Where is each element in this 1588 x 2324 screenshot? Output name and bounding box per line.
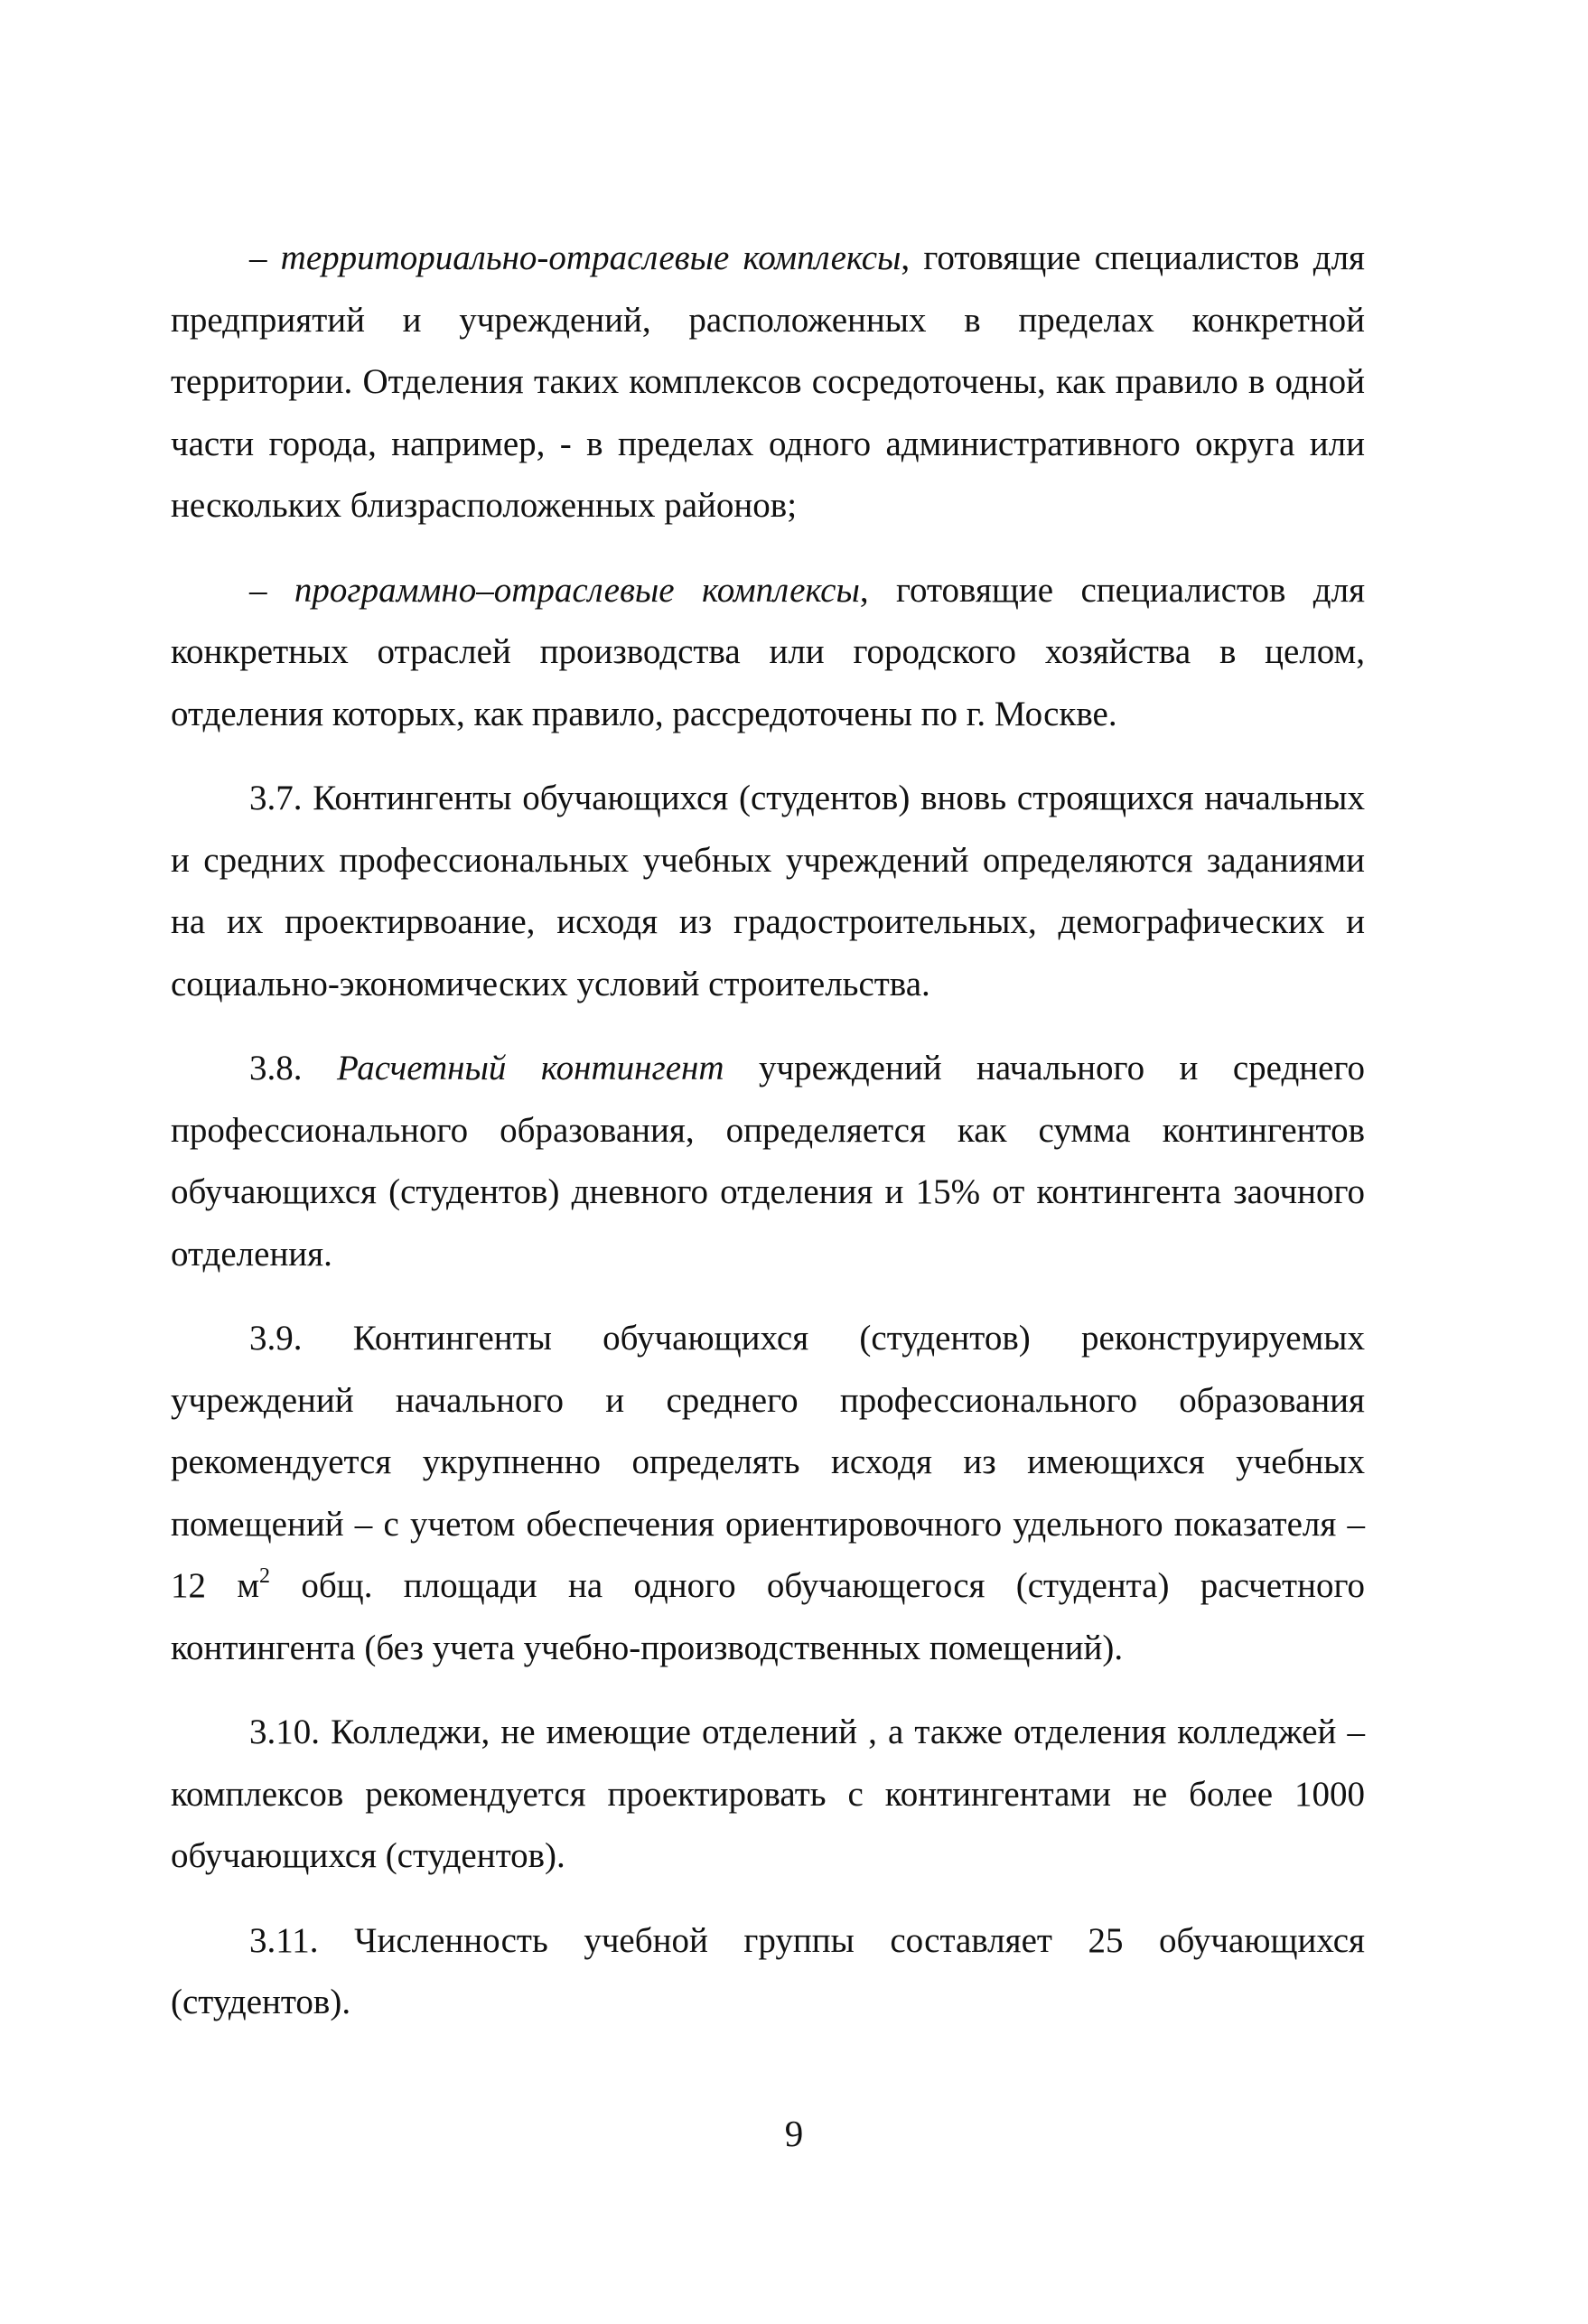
dash-marker: – [249, 570, 294, 610]
paragraph-text-continued: общ. площади на одного обучающегося (студента) расчетного контингента (без учета учебно-производственных помещений). [171, 1566, 1365, 1667]
superscript-exponent: 2 [259, 1564, 271, 1588]
paragraph-text: , готовящие специалистов для предприятий и учреждений, расположенных в пределах конкретной территории. Отделения таких комплексов сосредоточены, как правило в одной части города, например, - в пределах одного административного округа или нескольких близрасположенных районов; [171, 238, 1365, 525]
dash-marker: – [249, 238, 281, 277]
paragraph-territorial-complexes [171, 228, 1365, 537]
paragraph-3-10 [171, 1702, 1365, 1888]
paragraph-program-complexes [171, 560, 1365, 746]
paragraph-text: 3.10. Колледжи, не имеющие отделений , а также отделения колледжей – комплексов рекомендуется проектировать с контингентами не более 1000 обучающихся (студентов). [171, 1713, 1365, 1875]
term-calculated-contingent: Расчетный контингент [336, 1049, 724, 1087]
paragraph-text: учреждений начального и среднего профессионального образования, определяется как сумма контингентов обучающихся (студентов) дневного отделения и 15% от контингента заочного отделения. [171, 1049, 1365, 1274]
paragraph-text: 3.9. Контингенты обучающихся (студентов) реконструируемых учреждений начального и среднего профессионального образования рекомендуется укрупненно определять исходя из имеющихся учебных помещений – с учетом обеспечения ориентировочного удельного показателя – 12 м [171, 1319, 1365, 1605]
paragraph-text: 3.11. Численность учебной группы составляет 25 обучающихся (студентов). [171, 1920, 1365, 2021]
paragraph-text: 3.7. Контингенты обучающихся (студентов) вновь строящихся начальных и средних профессиональных учебных учреждений определяются заданиями на их проектирвоание, исходя из градостроительных, демографических и социально-экономических условий строительства. [171, 779, 1365, 1003]
paragraph-3-7 [171, 768, 1365, 1015]
paragraph-text: , готовящие специалистов для конкретных отраслей производства или городского хозяйства в целом, отделения которых, как правило, рассредоточены по г. Москве. [171, 570, 1366, 733]
section-number: 3.8. [249, 1049, 337, 1087]
paragraph-3-8 [171, 1038, 1365, 1285]
paragraph-3-9 [171, 1308, 1365, 1679]
page-number: 9 [784, 2113, 804, 2154]
paragraph-3-11 [171, 1910, 1365, 2034]
term-territorial-complexes: территориально-отраслевые комплексы [280, 238, 901, 277]
page-body [171, 228, 1365, 2034]
term-program-complexes: программно–отраслевые комплексы [294, 570, 860, 610]
